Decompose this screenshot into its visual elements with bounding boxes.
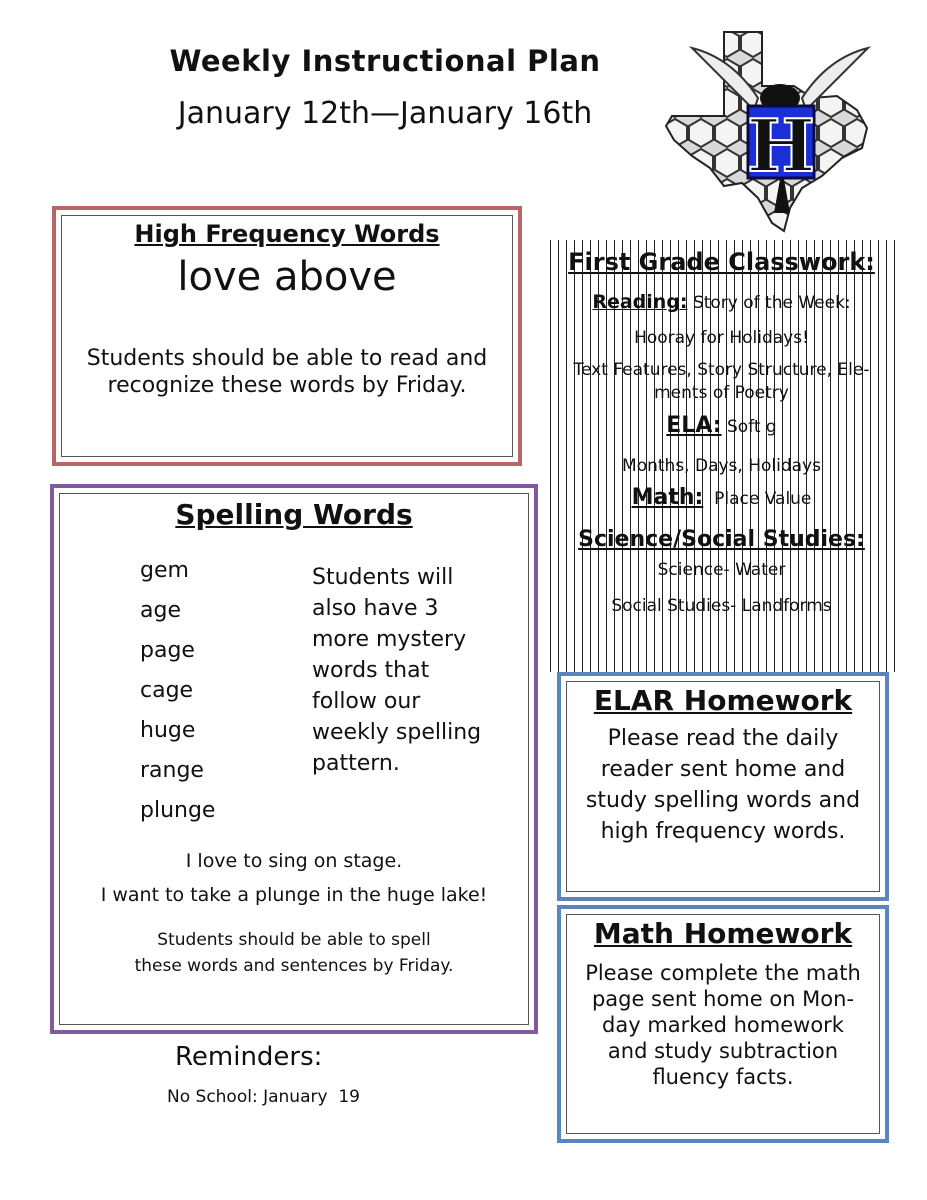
math-line-2: page sent home on Mon- [591,987,855,1011]
classwork-heading: First Grade Classwork: [568,248,875,276]
science-label: Science/Social Studies: [578,527,865,552]
reading-line-3: Text Features, Story Structure, Ele- [573,360,870,380]
science-line-2: Social Studies- Landforms [611,596,832,616]
spelling-footer-1: Students should be able to spell [157,930,431,950]
ela-label: ELA: [666,413,722,438]
high-frequency-box [52,206,522,466]
math-homework-box [557,905,889,1143]
ela-line-2: Months, Days, Holidays [622,456,821,476]
math-line-1: Please complete the math [585,961,861,985]
math-text: Place Value [714,489,812,509]
high-frequency-note-2: recognize these words by Friday. [107,373,467,398]
spelling-word-4: cage [140,678,194,703]
hornet-logo-icon [662,28,872,233]
elar-line-4: high frequency words. [600,819,846,844]
high-frequency-heading: High Frequency Words [134,220,440,248]
reminder-item: No School: January 19 [167,1087,360,1107]
science-line-1: Science- Water [657,560,786,580]
high-frequency-words: love above [177,254,397,300]
elar-line-2: reader sent home and [600,757,846,782]
spelling-word-6: range [140,758,204,783]
math-line-5: fluency facts. [652,1065,794,1089]
spelling-box [50,484,538,1034]
spelling-word-1: gem [140,558,189,583]
logo-letter: H [746,103,816,188]
elar-homework-box [557,672,889,901]
reminders-heading: Reminders: [175,1042,323,1072]
page-title: Weekly Instructional Plan [169,44,601,78]
high-frequency-note-1: Students should be able to read and [86,346,488,371]
reading-text: Story of the Week: [692,293,851,313]
date-range: January 12th—January 16th [177,96,593,131]
spelling-footer-2: these words and sentences by Friday. [134,956,454,976]
reading-label: Reading: [592,291,688,313]
math-line-4: and study subtraction [607,1039,839,1063]
math-homework-heading: Math Homework [593,917,853,950]
spelling-heading: Spelling Words [175,498,413,531]
sentence-2: I want to take a plunge in the huge lake! [100,884,488,906]
spelling-word-5: huge [140,718,196,743]
math-label: Math: [631,485,704,510]
reading-story: Hooray for Holidays! [634,328,809,348]
spelling-word-2: age [140,598,181,623]
reading-line-4: ments of Poetry [654,383,789,403]
classwork-panel [543,240,900,672]
mystery-words-note: Students will also have 3 more mystery words that follow our weekly spelling pattern. [312,565,482,776]
math-line-3: day marked homework [602,1013,844,1037]
elar-homework-heading: ELAR Homework [593,684,853,717]
spelling-word-7: plunge [140,798,216,823]
sentence-1: I love to sing on stage. [185,850,403,872]
ela-text: Soft g [726,417,777,437]
spelling-word-3: page [140,638,195,663]
elar-line-1: Please read the daily [607,726,839,751]
elar-line-3: study spelling words and [585,788,861,813]
